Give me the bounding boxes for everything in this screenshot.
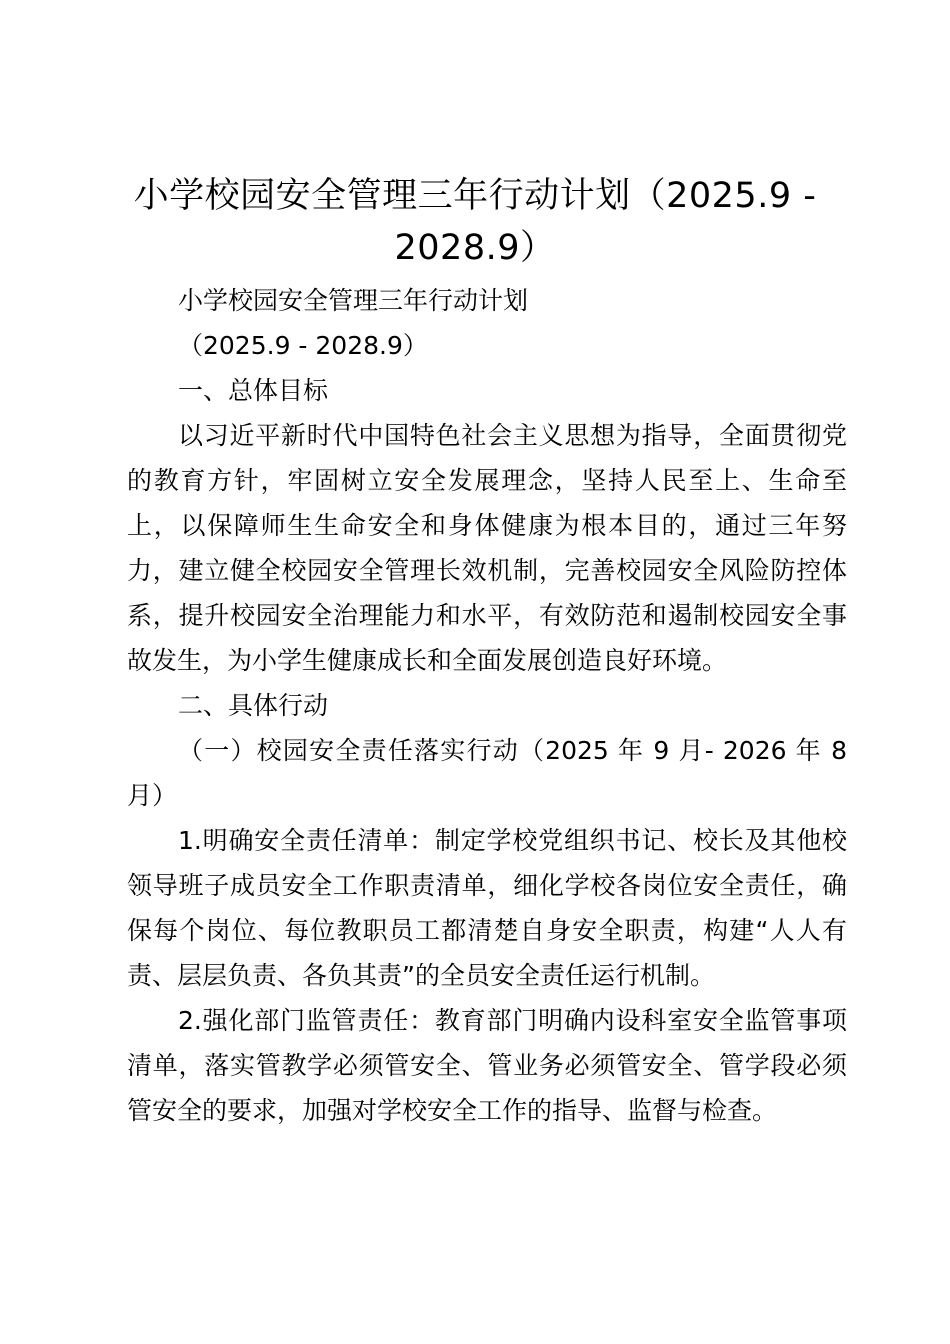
paragraph-item-2: 2.强化部门监管责任：教育部门明确内设科室安全监管事项清单，落实管教学必须管安全、管业务必须管安全、管学段必须管安全的要求，加强对学校安全工作的指导、监督与检查。 xyxy=(127,1006,847,1125)
subsection-heading-responsibility: （一）校园安全责任落实行动（2025 年 9 月- 2026 年 8 月） xyxy=(127,736,847,810)
document-title: 小学校园安全管理三年行动计划（2025.9 - 2028.9） xyxy=(133,176,817,268)
paragraph-overall-goal: 以习近平新时代中国特色社会主义思想为指导，全面贯彻党的教育方针，牢固树立安全发展理念，坚持人民至上、生命至上，以保障师生生命安全和身体健康为根本目的，通过三年努力，建立健全校园安全管理长效机制，完善校园安全风险防控体系，提升校园安全治理能力和水平，有效防范和遏制校园安全事故发生，为小学生健康成长和全面发展创造良好环境。 xyxy=(127,421,847,675)
document-body xyxy=(127,278,847,1133)
section-heading-overall-goal: 一、总体目标 xyxy=(178,376,329,405)
subtitle: 小学校园安全管理三年行动计划 xyxy=(178,286,529,315)
section-heading-specific-actions: 二、具体行动 xyxy=(178,691,329,720)
paragraph-item-1: 1.明确安全责任清单：制定学校党组织书记、校长及其他校领导班子成员安全工作职责清单，细化学校各岗位安全责任，确保每个岗位、每位教职员工都清楚自身安全职责，构建“人人有责、层层负责、各负其责”的全员安全责任运行机制。 xyxy=(127,826,847,990)
date-range: （2025.9 - 2028.9） xyxy=(178,331,428,360)
